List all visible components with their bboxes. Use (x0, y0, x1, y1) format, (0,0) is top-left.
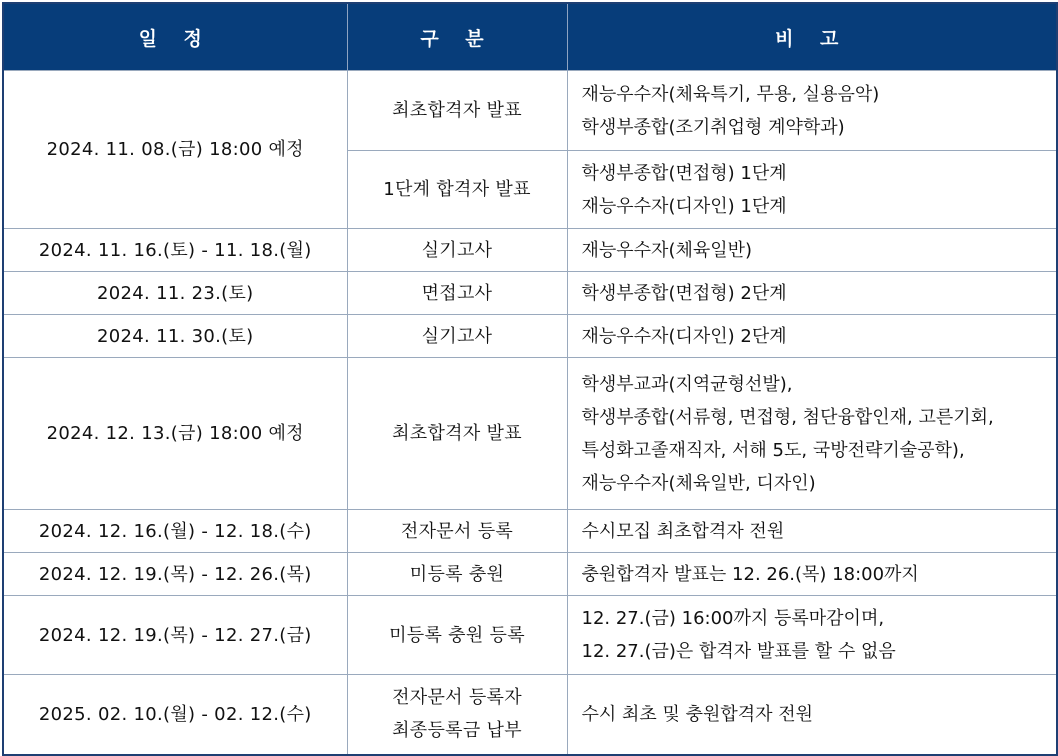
note-cell (567, 675, 1057, 755)
date-cell: 2024. 12. 13.(금) 18:00 예정 (3, 358, 347, 510)
note-text: 재능우수자(체육일반, 디자인) (581, 472, 816, 494)
date-cell: 2024. 11. 30.(토) (3, 315, 347, 358)
table-row (3, 272, 1057, 315)
note-cell (567, 553, 1057, 596)
table-row (3, 675, 1057, 755)
note-cell (567, 71, 1057, 151)
note-cell (567, 358, 1057, 510)
note-cell (567, 229, 1057, 272)
category-cell (347, 151, 567, 229)
note-text: 학생부종합(조기취업형 계약학과) (581, 116, 845, 138)
note-cell (567, 510, 1057, 553)
note-text: 12. 27.(금)은 합격자 발표를 할 수 없음 (581, 641, 896, 662)
date-cell: 2024. 12. 16.(월) - 12. 18.(수) (3, 510, 347, 553)
category-cell (347, 596, 567, 675)
note-text: 학생부종합(면접형) 1단계 (581, 162, 787, 184)
date-cell: 2024. 11. 08.(금) 18:00 예정 (3, 71, 347, 229)
category-cell (347, 229, 567, 272)
date-cell: 2024. 12. 19.(목) - 12. 26.(목) (3, 553, 347, 596)
category-text: 1단계 합격자 발표 (383, 179, 531, 200)
note-text: 학생부종합(면접형) 2단계 (581, 282, 787, 304)
note-text: 학생부종합(서류형, 면접형, 첨단융합인재, 고른기회, (581, 406, 994, 428)
schedule-table-container (2, 2, 1056, 754)
category-cell (347, 272, 567, 315)
header-row (3, 3, 1057, 71)
note-cell (567, 315, 1057, 358)
category-text: 전자문서 등록자 (392, 687, 522, 709)
date-cell: 2024. 12. 19.(목) - 12. 27.(금) (3, 596, 347, 675)
category-text: 전자문서 등록 (400, 520, 514, 542)
note-text: 재능우수자(체육특기, 무용, 실용음악) (581, 83, 880, 105)
category-cell (347, 315, 567, 358)
header-category: 구 분 (347, 3, 567, 71)
category-text: 미등록 충원 등록 (389, 624, 525, 646)
category-text: 면접고사 (421, 282, 493, 304)
note-text: 학생부교과(지역균형선발), (581, 373, 793, 395)
note-text: 수시 최초 및 충원합격자 전원 (581, 703, 814, 725)
category-text: 최초합격자 발표 (392, 423, 522, 444)
category-cell (347, 675, 567, 755)
note-text: 재능우수자(체육일반) (581, 239, 753, 261)
schedule-table (2, 2, 1058, 756)
note-text: 재능우수자(디자인) 1단계 (581, 195, 787, 217)
table-row (3, 358, 1057, 510)
category-cell (347, 510, 567, 553)
date-cell: 2024. 11. 23.(토) (3, 272, 347, 315)
note-text: 수시모집 최초합격자 전원 (581, 520, 785, 542)
category-cell (347, 358, 567, 510)
category-text: 최초합격자 발표 (392, 100, 522, 121)
category-text: 실기고사 (421, 239, 493, 261)
category-text: 실기고사 (421, 325, 493, 347)
note-cell (567, 151, 1057, 229)
note-cell (567, 596, 1057, 675)
note-text: 특성화고졸재직자, 서해 5도, 국방전략기술공학), (581, 439, 965, 461)
date-cell: 2024. 11. 16.(토) - 11. 18.(월) (3, 229, 347, 272)
category-cell (347, 553, 567, 596)
note-text: 재능우수자(디자인) 2단계 (581, 325, 787, 347)
note-text: 12. 27.(금) 16:00까지 등록마감이며, (581, 608, 885, 629)
note-cell (567, 272, 1057, 315)
header-date: 일 정 (3, 3, 347, 71)
table-row (3, 553, 1057, 596)
category-cell (347, 71, 567, 151)
note-text: 충원합격자 발표는 12. 26.(목) 18:00까지 (581, 563, 919, 585)
table-row (3, 315, 1057, 358)
category-text: 미등록 충원 (409, 563, 505, 585)
table-row (3, 510, 1057, 553)
table-row (3, 71, 1057, 151)
table-row (3, 596, 1057, 675)
header-note: 비 고 (567, 3, 1057, 71)
table-row (3, 229, 1057, 272)
date-cell: 2025. 02. 10.(월) - 02. 12.(수) (3, 675, 347, 755)
category-text: 최종등록금 납부 (392, 720, 522, 742)
